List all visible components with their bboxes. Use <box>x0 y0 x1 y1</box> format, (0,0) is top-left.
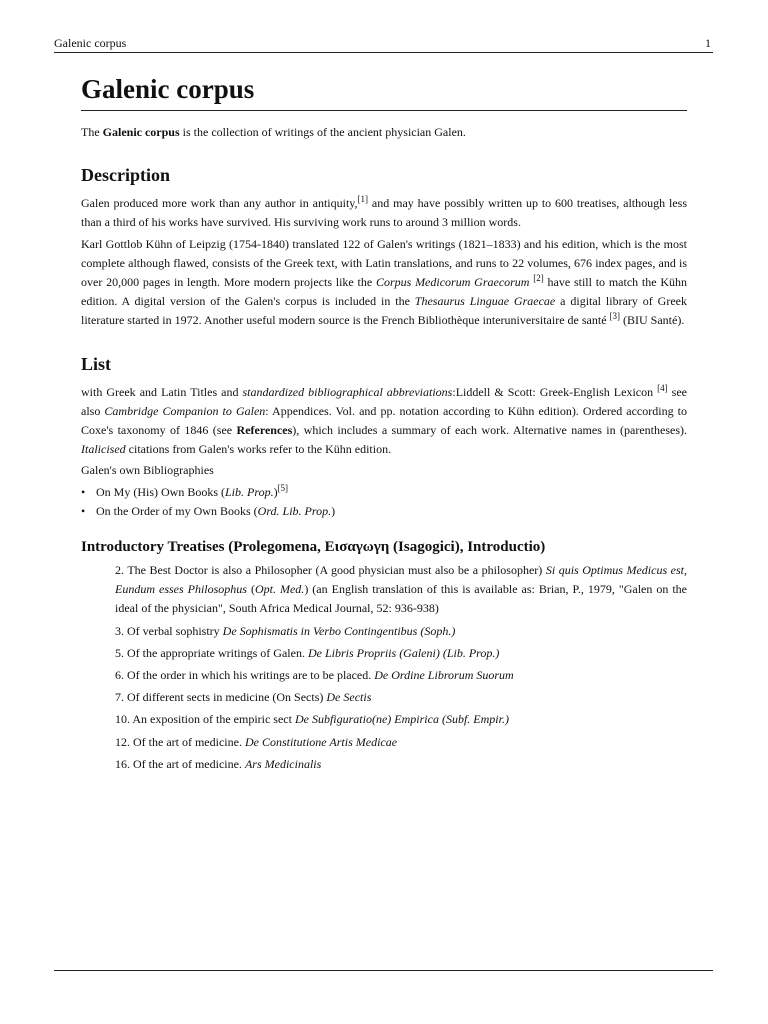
item-latin-title: Ars Medicinalis <box>244 756 322 771</box>
item-abbreviation: Ord. Lib. Prop. <box>257 503 332 518</box>
paragraph-text: and may have possibly written up to 600 treatises, although less than a third of his works have survived. His surviving work runs to around 3 million words. <box>81 196 688 230</box>
bibliography-list <box>81 483 687 521</box>
item-text: ) (an English translation of this is available as: Brian, P., 1979, "Galen on the ideal of the physician", South Africa Medical Journal, 52: 936-938) <box>115 582 688 616</box>
paragraph-text: have still to match the Kühn edition. A digital version of the Galen's corpus is included in the <box>81 275 688 309</box>
treatise-item <box>115 710 687 729</box>
paragraph-text: a digital library of Greek literature started in 1972. Another useful modern source is the French Bibliothèque interuniversitaire de santé <box>81 294 687 328</box>
item-latin-title: De Constitutione Artis Medicae <box>244 734 398 749</box>
intro-bold-term: Galenic corpus <box>102 125 180 139</box>
list-item <box>81 502 687 521</box>
item-text: 12. Of the art of medicine. <box>115 734 245 749</box>
paragraph-text: citations from Galen's works refer to the Kühn edition. <box>125 442 392 457</box>
paragraph-text: Galen produced more work than any author in antiquity, <box>81 196 358 211</box>
item-latin-title: De Subfiguratio(ne) Empirica (Subf. Empir.) <box>294 712 509 727</box>
page-number: 1 <box>705 36 711 50</box>
reference-link-5[interactable]: [5] <box>277 482 289 493</box>
reference-link-1[interactable]: [1] <box>357 194 369 205</box>
article-body <box>81 72 687 777</box>
running-header <box>54 36 713 53</box>
reference-link-3[interactable]: [3] <box>609 311 621 322</box>
item-text: ( <box>246 582 255 597</box>
reference-link-4[interactable]: [4] <box>657 382 668 393</box>
item-latin-title: De Ordine Librorum Suorum <box>374 668 514 683</box>
paragraph-text: : Appendices. Vol. and pp. notation according to Kühn edition). Ordered according to Coxe's taxonomy of 1846 (see <box>81 403 687 438</box>
description-paragraph-2 <box>81 235 687 331</box>
treatise-item <box>115 755 687 774</box>
item-text: On My (His) Own Books ( <box>96 484 225 499</box>
item-abbreviation: Lib. Prop. <box>225 484 274 499</box>
paragraph-text: with Greek and Latin Titles and <box>81 384 243 399</box>
treatise-item <box>115 733 687 752</box>
running-header-title: Galenic corpus <box>54 36 127 50</box>
item-latin-title: De Sectis <box>326 690 372 705</box>
list-paragraph-2: Galen's own Bibliographies <box>81 463 214 478</box>
italic-title: Corpus Medicorum Graecorum <box>375 275 530 290</box>
subsection-heading-introductory: Introductory Treatises (Prolegomena, Εισαγωγη (Isagogici), Introductio) <box>81 539 546 556</box>
italic-term: standardized bibliographical abbreviations <box>242 384 453 399</box>
item-latin-title: De Libris Propriis (Galeni) (Lib. Prop.) <box>307 645 500 660</box>
italic-title: Thesaurus Linguae Graecae <box>414 294 556 309</box>
intro-text: The <box>81 125 103 139</box>
item-text: On the Order of my Own Books ( <box>96 503 258 518</box>
item-latin-title: Si quis Optimus Medicus est, Eundum esses Philosophus <box>115 563 687 597</box>
paragraph-text: see also <box>81 384 687 418</box>
treatise-item <box>115 688 687 707</box>
paragraph-text: :Liddell & Scott: Greek-English Lexicon <box>452 384 658 399</box>
item-text: ) <box>273 484 278 499</box>
page-title: Galenic corpus <box>81 72 687 111</box>
paragraph-text: ), which includes a summary of each work. Alternative names in (parentheses). <box>292 423 687 438</box>
section-heading-description: Description <box>81 165 170 186</box>
treatise-item <box>115 622 687 641</box>
italic-term: Italicised <box>81 442 126 457</box>
item-text: ) <box>331 503 336 518</box>
item-text: 3. Of verbal sophistry <box>115 623 223 638</box>
treatise-item <box>115 666 687 685</box>
intro-text: is the collection of writings of the ancient physician Galen. <box>179 125 466 139</box>
description-paragraph-1 <box>81 194 687 232</box>
item-text: 10. An exposition of the empiric sect <box>115 712 295 727</box>
list-paragraph-1 <box>81 383 687 460</box>
item-text: 6. Of the order in which his writings are to be placed. <box>115 668 375 683</box>
item-text: 2. The Best Doctor is also a Philosopher (A good physician must also be a philosopher) <box>115 563 546 578</box>
item-text: 7. Of different sects in medicine (On Sects) <box>115 690 327 705</box>
footer-divider <box>54 970 713 971</box>
item-abbreviation: Opt. Med. <box>254 582 305 597</box>
italic-title: Cambridge Companion to Galen <box>104 403 266 418</box>
treatise-item <box>115 561 687 619</box>
intro-paragraph <box>81 123 687 142</box>
item-latin-title: De Sophismatis in Verbo Contingentibus (Soph.) <box>222 623 456 638</box>
section-heading-list: List <box>81 353 112 374</box>
references-link[interactable]: References <box>236 423 293 438</box>
item-text: 16. Of the art of medicine. <box>115 756 245 771</box>
list-item <box>81 483 687 502</box>
paragraph-text: (BIU Santé). <box>620 313 685 328</box>
treatise-item <box>115 644 687 663</box>
reference-link-2[interactable]: [2] <box>533 273 544 284</box>
item-text: 5. Of the appropriate writings of Galen. <box>115 645 308 660</box>
paragraph-text: Karl Gottlob Kühn of Leipzig (1754-1840) translated 122 of Galen's writings (1821–1833) and his edition, which is the most complete although flawed, consists of the Greek text, with Latin translations, and runs to 22 volumes, 676 index pages, and is over 20,000 pages in length. More modern projects like the <box>81 236 687 290</box>
